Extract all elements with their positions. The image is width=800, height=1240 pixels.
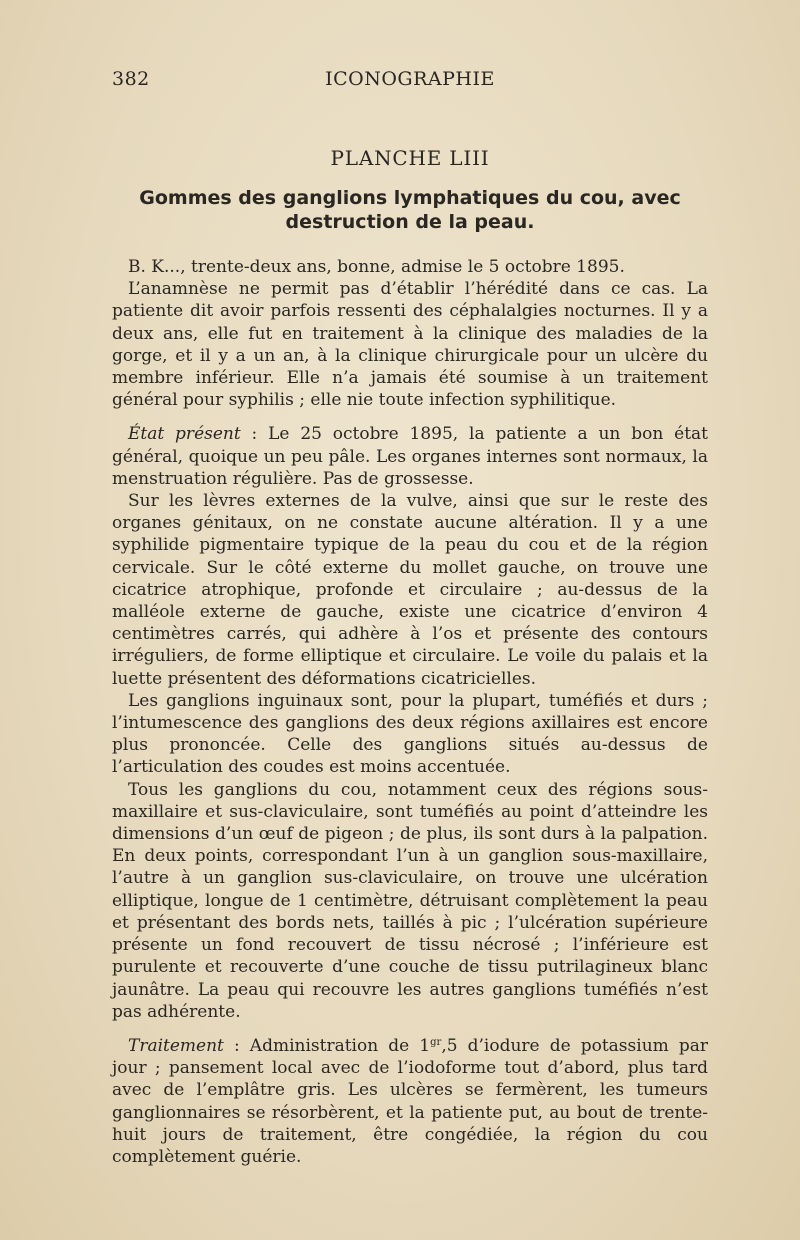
paragraph-treatment: [112, 1035, 708, 1168]
paragraph-ganglions: Les ganglions inguinaux sont, pour la plupart, tuméfiés et durs ; l’intumescence des ganglions des deux régions axillaires est encore plus prononcée. Celle des ganglions situés au-dessus de l’articulation des coudes est moins accentuée.: [112, 690, 708, 778]
paragraph-neck-ganglions: Tous les ganglions du cou, notamment ceux des régions sous-maxillaire et sus-claviculaire, sont tuméfiés au point d’atteindre les dimensions d’un œuf de pigeon ; de plus, ils sont durs à la palpation. En deux points, correspondant l’un à un ganglion sous-maxillaire, l’autre à un ganglion sus-claviculaire, on trouve une ulcération elliptique, longue de 1 centimètre, détruisant complètement la peau et présentant des bords nets, taillés à pic ; l’ulcération supérieure présente un fond recouvert de tissu nécrosé ; l’inférieure est purulente et recouverte d’une couche de tissu putrilagineux blanc jaunâtre. La peau qui recouvre les autres ganglions tuméfiés n’est pas adhérente.: [112, 779, 708, 1022]
section-heading: Gommes des ganglions lymphatiques du cou, avec destruction de la peau.: [139, 187, 681, 233]
running-title: ICONOGRAPHIE: [325, 68, 495, 90]
label-current-state: État présent: [128, 424, 241, 445]
plate-title: PLANCHE LIII: [330, 146, 490, 170]
paragraph-current-state: [112, 423, 708, 490]
treatment-text-b: ,5 d’iodure de potassium par jour ; pansement local avec de l’iodoforme tout d’abord, plus tard avec de l’emplâtre gris. Les ulcères se fermèrent, les tumeurs ganglionnaires se résorbèrent, et la patiente put, au bout de trente-huit jours de traitement, être congédiée, la région du cou complètement guérie.: [112, 1035, 708, 1167]
running-head: [112, 68, 708, 96]
page-number: 382: [112, 68, 150, 90]
paragraph-anamnesis: L’anamnèse ne permit pas d’établir l’hérédité dans ce cas. La patiente dit avoir parfois ressenti des céphalalgies nocturnes. Il y a deux ans, elle fut en traitement à la clinique des maladies de la gorge, et il y a un an, à la clinique chirurgicale pour un ulcère du membre inférieur. Elle n’a jamais été soumise à un traitement général pour syphilis ; elle nie toute infection syphilitique.: [112, 279, 708, 411]
paragraph-patient: B. K..., trente-deux ans, bonne, admise le 5 octobre 1895.: [128, 257, 625, 277]
current-state-text: : Le 25 octobre 1895, la patiente a un bon état général, quoique un peu pâle. Les organes internes sont normaux, la menstruation régulière. Pas de grossesse.: [112, 424, 709, 489]
gram-superscript: gr: [430, 1036, 442, 1048]
body-text: [112, 256, 708, 1168]
treatment-text-a: : Administration de 1: [223, 1035, 431, 1056]
paragraph-genital-exam: Sur les lèvres externes de la vulve, ainsi que sur le reste des organes génitaux, on ne constate aucune altération. Il y a une syphilide pigmentaire typique de la peau du cou et de la région cervicale. Sur le côté externe du mollet gauche, on trouve une cicatrice atrophique, profonde et circulaire ; au-dessus de la malléole externe de gauche, existe une cicatrice d’environ 4 centimètres carrés, qui adhère à l’os et présente des contours irréguliers, de forme elliptique et circulaire. Le voile du palais et la luette présentent des déformations cicatricielles.: [112, 491, 708, 689]
label-treatment: Traitement: [128, 1035, 224, 1056]
